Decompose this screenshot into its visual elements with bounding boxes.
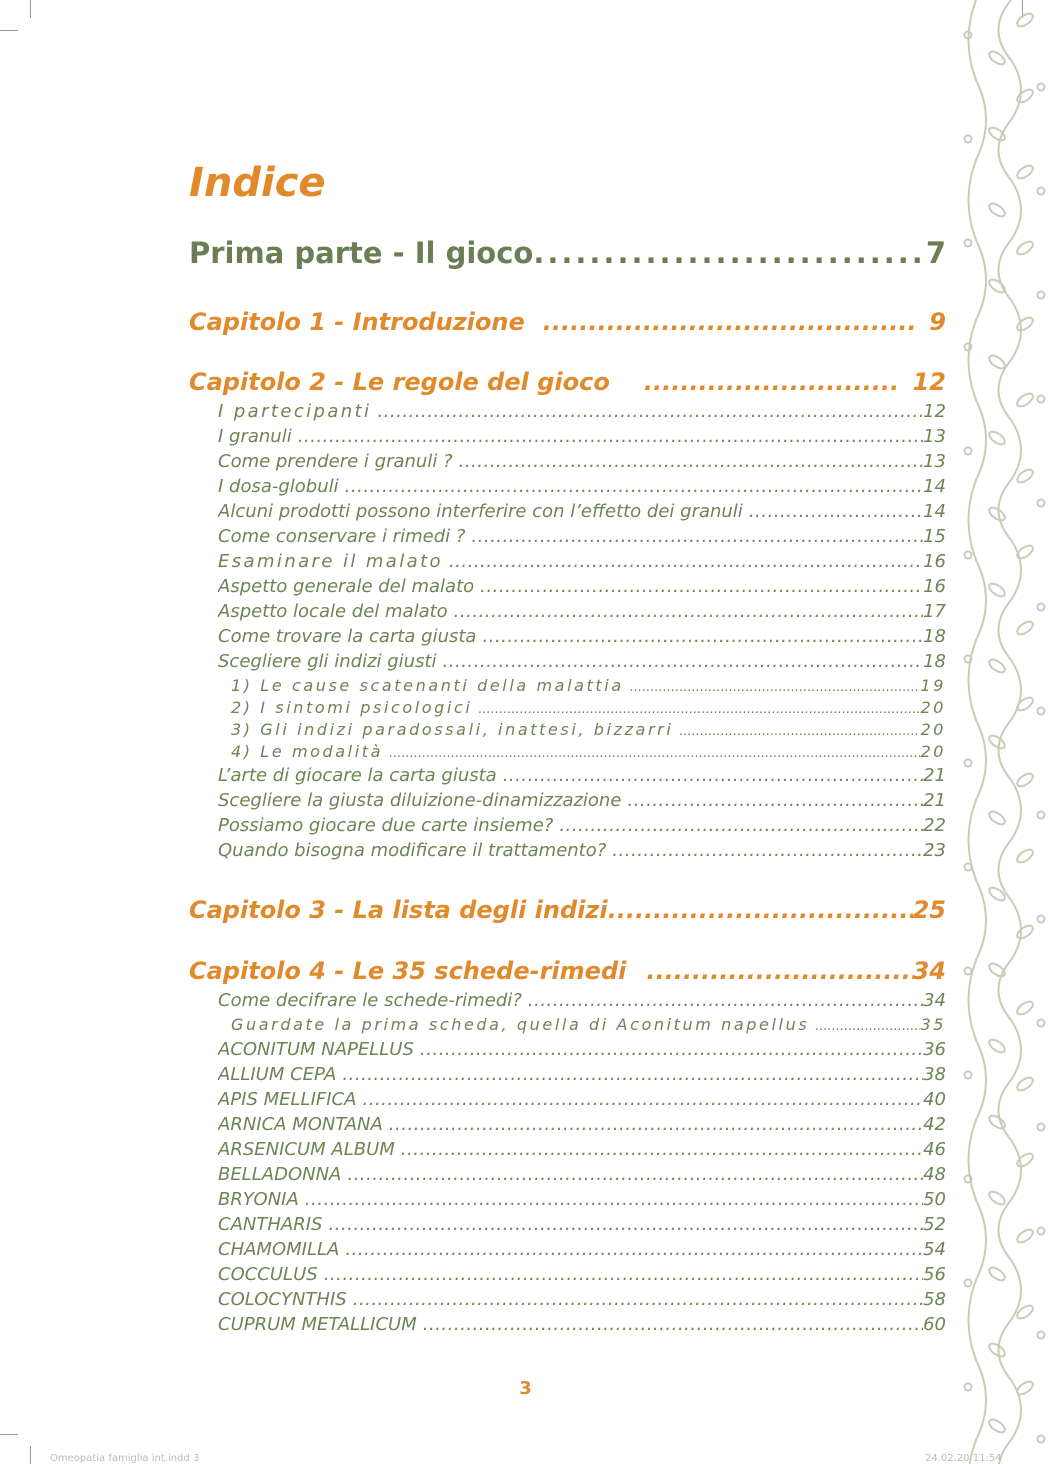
leader-dots — [630, 680, 921, 695]
toc-entry[interactable] — [218, 1264, 946, 1288]
toc-entry[interactable] — [218, 1189, 946, 1213]
chapter-label: Capitolo 2 - Le regole del gioco — [189, 368, 610, 396]
entry-page: 34 — [923, 990, 946, 1011]
entry-page: 15 — [923, 526, 946, 547]
entry-label: 1) Le cause scatenanti della malattia — [231, 676, 624, 695]
toc-entry[interactable] — [218, 526, 946, 550]
leader-dots — [559, 815, 923, 836]
toc-entry[interactable] — [218, 1089, 946, 1113]
toc-entry[interactable] — [231, 720, 946, 742]
toc-entry[interactable] — [218, 576, 946, 600]
leader-dots — [342, 1064, 923, 1085]
entry-label: 2) I sintomi psicologici — [231, 698, 473, 717]
toc-entry[interactable] — [218, 1064, 946, 1088]
entry-page: 42 — [923, 1114, 946, 1135]
leader-dots — [543, 308, 916, 336]
chapter-3-heading[interactable] — [189, 896, 946, 930]
entry-label: BRYONIA — [218, 1189, 299, 1210]
vine-decoration — [956, 0, 1051, 1464]
leader-dots — [389, 746, 920, 761]
entry-label: BELLADONNA — [218, 1164, 342, 1185]
entry-page: 16 — [923, 576, 946, 597]
entry-page: 60 — [923, 1314, 946, 1335]
entry-page: 19 — [920, 676, 946, 695]
toc-entry[interactable] — [218, 840, 946, 864]
leader-dots — [454, 601, 923, 622]
entry-page: 21 — [923, 765, 946, 786]
leader-dots — [749, 501, 923, 522]
toc-entry[interactable] — [231, 698, 946, 720]
entry-page: 14 — [923, 476, 946, 497]
page-number: 3 — [519, 1378, 532, 1399]
toc-entry[interactable] — [218, 1164, 946, 1188]
entry-page: 13 — [923, 451, 946, 472]
toc-entry[interactable] — [218, 651, 946, 675]
entry-label: COCCULUS — [218, 1264, 318, 1285]
entry-label: Come prendere i granuli ? — [218, 451, 453, 472]
leader-dots — [377, 401, 923, 422]
entry-label: I partecipanti — [218, 401, 372, 422]
entry-label: ACONITUM NAPELLUS — [218, 1039, 414, 1060]
toc-entry[interactable] — [218, 401, 946, 425]
leader-dots — [459, 451, 924, 472]
toc-entry[interactable] — [218, 1114, 946, 1138]
footer-file-slug: Omeopatia famiglia int.indd 3 — [50, 1453, 200, 1464]
entry-page: 36 — [923, 1039, 946, 1060]
entry-label: I granuli — [218, 426, 292, 447]
leader-dots — [612, 840, 923, 861]
leader-dots — [328, 1214, 923, 1235]
entry-label: L’arte di giocare la carta giusta — [218, 765, 497, 786]
leader-dots — [533, 236, 925, 270]
leader-dots — [353, 1289, 923, 1310]
toc-entry[interactable] — [231, 1015, 946, 1037]
entry-label: Scegliere gli indizi giusti — [218, 651, 437, 672]
entry-label: COLOCYNTHIS — [218, 1289, 347, 1310]
leader-dots — [608, 896, 913, 924]
toc-entry[interactable] — [218, 626, 946, 650]
leader-dots — [646, 957, 912, 985]
entry-label: ARSENICUM ALBUM — [218, 1139, 395, 1160]
toc-entry[interactable] — [218, 1214, 946, 1238]
chapter-page: 9 — [929, 308, 946, 336]
entry-page: 23 — [923, 840, 946, 861]
entry-page: 14 — [923, 501, 946, 522]
leader-dots — [449, 551, 923, 572]
entry-label: Aspetto generale del malato — [218, 576, 475, 597]
entry-page: 35 — [920, 1015, 946, 1034]
entry-page: 12 — [923, 401, 946, 422]
chapter-2-heading[interactable] — [189, 368, 946, 402]
toc-entry[interactable] — [218, 1239, 946, 1263]
leader-dots — [298, 426, 923, 447]
leader-dots — [420, 1039, 923, 1060]
entry-page: 38 — [923, 1064, 946, 1085]
leader-dots — [443, 651, 924, 672]
entry-page: 52 — [923, 1214, 946, 1235]
leader-dots — [627, 790, 923, 811]
entry-page: 56 — [923, 1264, 946, 1285]
toc-entry[interactable] — [218, 551, 946, 575]
toc-entry[interactable] — [218, 790, 946, 814]
leader-dots — [305, 1189, 923, 1210]
entry-page: 20 — [920, 742, 946, 761]
entry-label: Guardate la prima scheda, quella di Aconitum napellus — [231, 1015, 810, 1034]
entry-page: 18 — [923, 626, 946, 647]
toc-entry[interactable] — [218, 815, 946, 839]
entry-page: 48 — [923, 1164, 946, 1185]
leader-dots — [423, 1314, 923, 1335]
chapter-label: Capitolo 3 - La lista degli indizi — [189, 896, 608, 924]
entry-label: APIS MELLIFICA — [218, 1089, 357, 1110]
entry-label: 4) Le modalità — [231, 742, 384, 761]
leader-dots — [480, 576, 923, 597]
entry-label: I dosa-globuli — [218, 476, 339, 497]
entry-label: Come conservare i rimedi ? — [218, 526, 466, 547]
leader-dots — [528, 990, 923, 1011]
leader-dots — [347, 1164, 923, 1185]
leader-dots — [478, 702, 920, 717]
toc-entry[interactable] — [231, 742, 946, 764]
entry-label: 3) Gli indizi paradossali, inattesi, bizzarri — [231, 720, 674, 739]
crop-mark — [0, 30, 18, 31]
leader-dots — [362, 1089, 923, 1110]
entry-label: Come trovare la carta giusta — [218, 626, 477, 647]
entry-label: CHAMOMILLA — [218, 1239, 340, 1260]
leader-dots — [345, 476, 923, 497]
toc-entry[interactable] — [218, 476, 946, 500]
leader-dots — [389, 1114, 923, 1135]
entry-label: Aspetto locale del malato — [218, 601, 448, 622]
toc-entry[interactable] — [218, 426, 946, 450]
chapter-4-heading[interactable] — [189, 957, 946, 991]
entry-page: 50 — [923, 1189, 946, 1210]
entry-page: 17 — [923, 601, 946, 622]
toc-entry[interactable] — [218, 501, 946, 525]
part-label: Prima parte - Il gioco — [189, 236, 534, 270]
leader-dots — [345, 1239, 923, 1260]
entry-page: 54 — [923, 1239, 946, 1260]
toc-entry[interactable] — [218, 601, 946, 625]
entry-page: 20 — [920, 720, 946, 739]
leader-dots — [679, 724, 920, 739]
part-page: 7 — [925, 236, 946, 270]
entry-page: 16 — [923, 551, 946, 572]
toc-entry[interactable] — [218, 990, 946, 1014]
chapter-page: 25 — [912, 896, 946, 924]
chapter-1-heading[interactable] — [189, 308, 946, 342]
crop-mark — [30, 1446, 31, 1464]
leader-dots — [503, 765, 923, 786]
leader-dots — [471, 526, 923, 547]
toc-entry[interactable] — [231, 676, 946, 698]
leader-dots — [815, 1019, 920, 1034]
toc-entry[interactable] — [218, 1039, 946, 1063]
crop-mark — [30, 0, 31, 18]
chapter-page: 34 — [912, 957, 946, 985]
entry-page: 46 — [923, 1139, 946, 1160]
entry-page: 58 — [923, 1289, 946, 1310]
toc-entry[interactable] — [218, 451, 946, 475]
leader-dots — [482, 626, 923, 647]
entry-label: Scegliere la giusta diluizione-dinamizzazione — [218, 790, 622, 811]
toc-entry[interactable] — [218, 1139, 946, 1163]
entry-page: 20 — [920, 698, 946, 717]
entry-page: 40 — [923, 1089, 946, 1110]
leader-dots — [644, 368, 899, 396]
chapter-label: Capitolo 1 - Introduzione — [189, 308, 525, 336]
entry-label: Possiamo giocare due carte insieme? — [218, 815, 554, 836]
crop-mark — [0, 1434, 18, 1435]
entry-label: Come decifrare le schede-rimedi? — [218, 990, 522, 1011]
toc-entry[interactable] — [218, 1314, 946, 1338]
toc-entry[interactable] — [218, 765, 946, 789]
entry-page: 13 — [923, 426, 946, 447]
entry-label: Esaminare il malato — [218, 551, 443, 572]
chapter-label: Capitolo 4 - Le 35 schede-rimedi — [189, 957, 627, 985]
footer-date-slug: 24.02.20 11:54 — [925, 1453, 1002, 1464]
entry-page: 22 — [923, 815, 946, 836]
entry-label: Quando bisogna modificare il trattamento? — [218, 840, 607, 861]
entry-label: ALLIUM CEPA — [218, 1064, 337, 1085]
part-heading[interactable] — [189, 236, 946, 280]
toc-entry[interactable] — [218, 1289, 946, 1313]
entry-label: CUPRUM METALLICUM — [218, 1314, 417, 1335]
leader-dots — [401, 1139, 923, 1160]
index-title: Indice — [189, 160, 326, 206]
entry-label: CANTHARIS — [218, 1214, 323, 1235]
chapter-page: 12 — [912, 368, 946, 396]
entry-label: Alcuni prodotti possono interferire con l’effetto dei granuli — [218, 501, 743, 522]
entry-page: 18 — [923, 651, 946, 672]
entry-label: ARNICA MONTANA — [218, 1114, 383, 1135]
leader-dots — [324, 1264, 923, 1285]
entry-page: 21 — [923, 790, 946, 811]
